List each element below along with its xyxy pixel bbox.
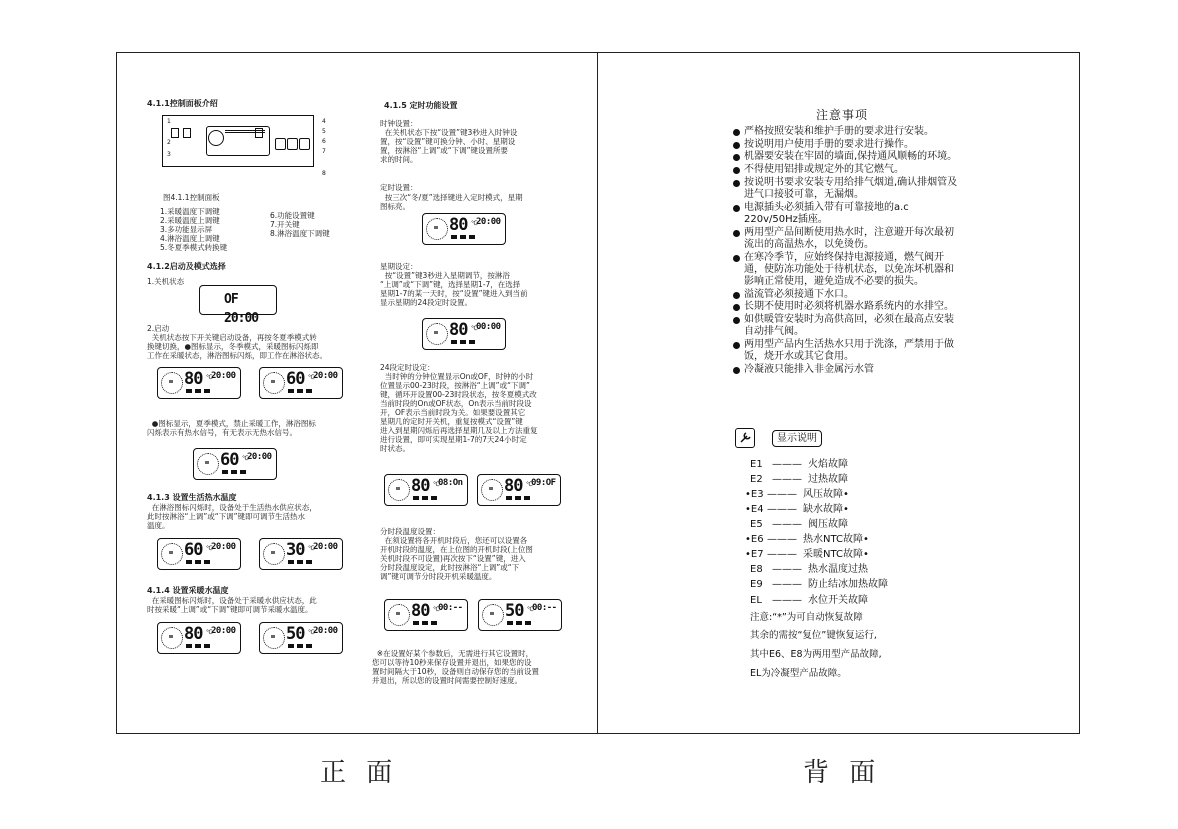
dial-icon bbox=[482, 604, 504, 626]
wrench-icon bbox=[735, 428, 755, 448]
lcd-time: 20:00 bbox=[211, 626, 236, 636]
summer-text: ●图标显示，夏季模式，禁止采暖工作，淋浴图标 闪烁表示有热水信号，有无表示无热水信号。 bbox=[147, 419, 316, 437]
lcd-segment bbox=[460, 235, 466, 239]
error-code: EL bbox=[750, 595, 762, 606]
lcd-temperature: 60 bbox=[184, 540, 203, 560]
error-dash: ——— bbox=[772, 579, 802, 590]
lcd-display bbox=[157, 622, 241, 654]
bullet-icon bbox=[733, 205, 740, 212]
bullet-icon bbox=[733, 304, 740, 311]
lcd-segment bbox=[222, 470, 228, 474]
error-row bbox=[750, 563, 868, 576]
notice-item bbox=[733, 314, 958, 338]
section-4-1-5-title: 4.1.5 定时功能设置 bbox=[384, 101, 458, 110]
lcd-display bbox=[422, 318, 506, 350]
lcd-time: 08:On bbox=[438, 478, 463, 488]
lcd-display bbox=[157, 367, 241, 399]
notice-text: 冷凝液只能排入非金属污水管 bbox=[744, 363, 874, 375]
footer-note: 注意:“*”为可自动恢复故障 bbox=[750, 612, 863, 623]
error-code: •E6 bbox=[745, 534, 764, 545]
error-dash: ——— bbox=[767, 549, 797, 560]
notice-text: 在寒冷季节，应始终保持电源接通，燃气阀开通，使防冻功能处于待机状态，以免冻坏机器和影响正常使用，避免造成不必要的损失。 bbox=[744, 251, 954, 287]
notice-item bbox=[733, 339, 958, 363]
notice-item bbox=[733, 364, 958, 376]
lcd-temperature: 80 bbox=[184, 369, 203, 389]
notice-text: 按说明用户使用手册的要求进行操作。 bbox=[744, 138, 914, 150]
lcd-temperature: 80 bbox=[449, 320, 468, 340]
dial-icon bbox=[208, 130, 224, 146]
lcd-temperature: 80 bbox=[504, 476, 523, 496]
error-row bbox=[750, 594, 868, 607]
celsius-icon: ℃ bbox=[526, 481, 533, 488]
lcd-segment bbox=[507, 621, 513, 625]
notice-text: 按说明书要求安装专用给排气烟道,确认排烟管及进气口接驳可靠，无漏烟。 bbox=[744, 176, 958, 201]
bullet-icon bbox=[733, 367, 740, 374]
lcd-time: 20:00 bbox=[211, 542, 236, 552]
celsius-icon: ℃ bbox=[308, 545, 315, 552]
notice-text: 长期不使用时必须将机器水路系统内的水排空。 bbox=[744, 301, 954, 313]
celsius-icon: ℃ bbox=[206, 374, 213, 381]
lcd-segment bbox=[469, 235, 475, 239]
lcd-segment bbox=[186, 389, 192, 393]
notice-item bbox=[733, 301, 958, 313]
lcd-segment bbox=[186, 560, 192, 564]
bullet-icon bbox=[733, 142, 740, 149]
lcd-display bbox=[259, 367, 343, 399]
temp-title: 分时段温度设置： bbox=[380, 527, 440, 536]
celsius-icon: ℃ bbox=[308, 629, 315, 636]
error-code: E9 bbox=[750, 579, 763, 590]
error-desc: 火焰故障 bbox=[808, 459, 848, 470]
dial-icon bbox=[161, 627, 183, 649]
bullet-icon bbox=[733, 129, 740, 136]
lcd-segment bbox=[231, 470, 237, 474]
lcd-display bbox=[259, 538, 343, 570]
celsius-icon: ℃ bbox=[308, 374, 315, 381]
lcd-time: 09:OF bbox=[531, 478, 556, 488]
error-code: •E4 bbox=[745, 504, 764, 515]
notice-text: 电源插头必须插入带有可靠接地的a.c 220v/50Hz插座。 bbox=[744, 201, 909, 225]
lcd-time: 20:00 bbox=[313, 542, 338, 552]
display-description-label: 显示说明 bbox=[772, 430, 822, 447]
lcd-segment bbox=[195, 644, 201, 648]
lcd-segment bbox=[431, 621, 437, 625]
dial-icon bbox=[426, 323, 448, 345]
lcd-display bbox=[384, 599, 468, 631]
startup-text: 关机状态按下开关键启动设备，再按冬夏季模式转 换键切换，●图标显示，冬季模式，采暖图标闪烁即 工作在采暖状态，淋浴图标闪烁，即工作在淋浴状态。 bbox=[147, 333, 327, 360]
panel-button-icon bbox=[287, 138, 298, 150]
panel-key-icon bbox=[255, 128, 263, 138]
panel-key-icon bbox=[171, 128, 179, 138]
error-row bbox=[750, 518, 848, 531]
section-4-1-1-title: 4.1.1控制面板介绍 bbox=[147, 99, 218, 108]
lcd-display bbox=[157, 538, 241, 570]
dial-icon bbox=[263, 627, 285, 649]
lcd-temperature: 30 bbox=[286, 540, 305, 560]
save-note: ※在设置好某个参数后，无需进行其它设置时， 您可以等待10秒来保存设置并退出，如果您的设 置时间隔大于10秒，设备则自动保存您的当前设置 并退出，所以您的设置时间需要控制好速度。 bbox=[372, 649, 540, 685]
notice-item bbox=[733, 164, 958, 176]
page-divider bbox=[597, 52, 598, 734]
bullet-icon bbox=[733, 230, 740, 237]
lcd-segment bbox=[240, 470, 246, 474]
lcd-text: OF 20:00 bbox=[224, 292, 259, 326]
panel-number: 2 bbox=[167, 139, 171, 146]
lcd-off-display bbox=[199, 285, 277, 326]
celsius-icon: ℃ bbox=[471, 220, 478, 227]
dial-icon bbox=[161, 543, 183, 565]
panel-number: 7 bbox=[322, 148, 326, 155]
notice-item bbox=[733, 202, 958, 226]
footer-note: EL为冷凝型产品故障。 bbox=[750, 668, 847, 679]
celsius-icon: ℃ bbox=[242, 455, 249, 462]
dial-icon bbox=[197, 453, 219, 475]
lcd-time: 20:00 bbox=[476, 217, 501, 227]
panel-number: 5 bbox=[322, 128, 326, 135]
notice-text: 两用型产品间断使用热水时，注意避开每次最初流出的高温热水，以免烫伤。 bbox=[744, 226, 954, 250]
error-dash: ——— bbox=[767, 504, 797, 515]
notice-item bbox=[733, 252, 958, 289]
clock-text: 在关机状态下按“设置”键3秒进入时钟设 置，按“设置”键可换分钟、小时、星期设 置，按淋浴“上调”或“下调”键设置所要 求的时间。 bbox=[380, 128, 518, 164]
lcd-segment bbox=[422, 621, 428, 625]
lcd-segment bbox=[204, 560, 210, 564]
lcd-segment bbox=[306, 389, 312, 393]
notice-item bbox=[733, 289, 958, 301]
error-dash: ——— bbox=[772, 519, 802, 530]
panel-key-icon bbox=[183, 128, 191, 138]
lcd-segment bbox=[451, 235, 457, 239]
panel-button-icon bbox=[299, 138, 310, 150]
lcd-segment bbox=[451, 340, 457, 344]
notices-list bbox=[733, 126, 958, 377]
bullet-icon bbox=[733, 167, 740, 174]
notice-item bbox=[733, 151, 958, 163]
dial-icon bbox=[161, 372, 183, 394]
panel-number: 8 bbox=[322, 170, 326, 177]
dial-icon bbox=[481, 479, 503, 501]
lcd-temperature: 80 bbox=[184, 624, 203, 644]
error-row bbox=[745, 488, 849, 501]
lcd-segment bbox=[516, 621, 522, 625]
notice-text: 溢流管必须接通下水口。 bbox=[744, 288, 854, 300]
error-dash: ——— bbox=[767, 534, 797, 545]
celsius-icon: ℃ bbox=[206, 629, 213, 636]
notice-text: 如供暖管安装时为高供高回，必须在最高点安装自动排气阀。 bbox=[744, 314, 954, 338]
error-dash: ——— bbox=[772, 564, 802, 575]
error-row bbox=[750, 473, 848, 486]
lcd-temperature: 80 bbox=[411, 601, 430, 621]
section-4-1-4-title: 4.1.4 设置采暖水温度 bbox=[147, 586, 229, 595]
lcd-time: 20:00 bbox=[247, 452, 272, 462]
off-state-label: 1.关机状态 bbox=[147, 277, 185, 286]
dial-icon bbox=[388, 479, 410, 501]
week-title: 星期设定： bbox=[380, 262, 418, 271]
lcd-segment bbox=[306, 644, 312, 648]
lcd-display bbox=[384, 474, 468, 506]
lcd-segment bbox=[525, 621, 531, 625]
error-desc: 水位开关故障 bbox=[808, 595, 868, 606]
error-row bbox=[745, 548, 869, 561]
bullet-icon bbox=[733, 292, 740, 299]
notice-item bbox=[733, 139, 958, 151]
bullet-icon bbox=[733, 154, 740, 161]
lcd-temperature: 60 bbox=[220, 450, 239, 470]
notice-item bbox=[733, 126, 958, 138]
celsius-icon: ℃ bbox=[206, 545, 213, 552]
legend-right: 6.功能设置键 7.开关键 8.淋浴温度下调键 bbox=[270, 211, 330, 238]
dial-icon bbox=[263, 372, 285, 394]
lcd-segment bbox=[422, 496, 428, 500]
lcd-time: 20:00 bbox=[313, 626, 338, 636]
lcd-segment bbox=[288, 389, 294, 393]
error-code: E2 bbox=[750, 474, 763, 485]
lcd-display bbox=[477, 474, 561, 506]
lcd-segment bbox=[297, 389, 303, 393]
notice-item bbox=[733, 177, 958, 201]
clock-title: 时钟设置： bbox=[380, 119, 418, 128]
notice-text: 机器要安装在牢固的墙面,保持通风顺畅的环境。 bbox=[744, 151, 958, 163]
back-caption: 背 面 bbox=[803, 758, 882, 788]
panel-number: 6 bbox=[322, 138, 326, 145]
lcd-segment bbox=[186, 644, 192, 648]
timer-title: 定时设置： bbox=[380, 183, 418, 192]
error-row bbox=[745, 533, 869, 546]
week-text: 按“设置”键3秒进入星期调节，按淋浴 “上调”或“下调”键，选择星期1-7，在选择 星期1-7的某一天时，按“设置”键进入到当前 显示星期的24段定时设置。 bbox=[380, 271, 528, 307]
error-dash: ——— bbox=[767, 489, 797, 500]
lcd-segment bbox=[297, 560, 303, 564]
error-desc: 防止结冰加热故障 bbox=[808, 579, 888, 590]
lcd-display bbox=[259, 622, 343, 654]
celsius-icon: ℃ bbox=[433, 481, 440, 488]
lcd-segment bbox=[524, 496, 530, 500]
lcd-display bbox=[422, 213, 506, 245]
bullet-icon bbox=[733, 180, 740, 187]
celsius-icon: ℃ bbox=[471, 325, 478, 332]
lcd-time: 00:-- bbox=[532, 603, 557, 613]
notice-text: 严格按照安装和维护手册的要求进行安装。 bbox=[744, 126, 934, 137]
bullet-icon bbox=[733, 255, 740, 262]
bullet-icon bbox=[733, 342, 740, 349]
lcd-segment bbox=[413, 496, 419, 500]
control-panel-diagram bbox=[162, 115, 314, 167]
error-desc: 阀压故障 bbox=[808, 519, 848, 530]
lcd-segment bbox=[460, 340, 466, 344]
lcd-segment bbox=[288, 560, 294, 564]
notices-title: 注意事项 bbox=[816, 108, 869, 122]
lcd-temperature: 60 bbox=[286, 369, 305, 389]
error-code: •E3 bbox=[745, 489, 764, 500]
lcd-segment bbox=[288, 644, 294, 648]
temp-text: 在须设置将各开机时段后，您还可以设置各 开机时段的温度，在上位图的开机时段(上位图 关机时段不可设置)再次按下“设置”键，进入 分时段温度设定，此时按淋浴“上调”或“下 调”键可调节分时段开机采暖温度。 bbox=[380, 536, 533, 581]
segment-title: 24段定时设定： bbox=[380, 363, 435, 372]
timer-text: 按三次“冬/夏”选择键进入定时模式，星期 图标亮。 bbox=[380, 193, 523, 211]
error-desc: 热水温度过热 bbox=[808, 564, 868, 575]
error-row bbox=[750, 578, 888, 591]
footer-note: 其余的需按“复位”键恢复运行, bbox=[750, 630, 877, 641]
legend-left: 1.采暖温度下调键 2.采暖温度上调键 3.多功能显示屏 4.淋浴温度上调键 5.冬夏季模式转换键 bbox=[160, 207, 228, 252]
lcd-time: 20:00 bbox=[313, 371, 338, 381]
lcd-segment bbox=[515, 496, 521, 500]
lcd-segment bbox=[413, 621, 419, 625]
lcd-display bbox=[193, 448, 277, 480]
startup-title: 2.启动 bbox=[147, 324, 170, 333]
error-code: E8 bbox=[750, 564, 763, 575]
section-4-1-2-title: 4.1.2启动及模式选择 bbox=[147, 262, 226, 271]
dial-icon bbox=[426, 218, 448, 240]
error-code: •E7 bbox=[745, 549, 764, 560]
lcd-time: 00:00 bbox=[476, 322, 501, 332]
lcd-segment bbox=[195, 560, 201, 564]
lcd-segment bbox=[431, 496, 437, 500]
error-dash: ——— bbox=[772, 459, 802, 470]
lcd-segment bbox=[204, 389, 210, 393]
lcd-segment bbox=[195, 389, 201, 393]
lcd-segment bbox=[469, 340, 475, 344]
error-desc: 缺水故障• bbox=[803, 504, 849, 515]
error-row bbox=[745, 503, 849, 516]
section-4-1-4-text: 在采暖图标闪烁时，设备处于采暖水供应状态，此 时按采暖“上调”或“下调”键即可调节采暖水温度。 bbox=[147, 596, 317, 614]
lcd-display bbox=[478, 599, 562, 631]
error-row bbox=[750, 458, 848, 471]
error-desc: 采暖NTC故障• bbox=[803, 549, 869, 560]
lcd-temperature: 80 bbox=[411, 476, 430, 496]
bullet-icon bbox=[733, 317, 740, 324]
error-desc: 风压故障• bbox=[803, 489, 849, 500]
notice-item bbox=[733, 227, 958, 251]
error-dash: ——— bbox=[772, 595, 802, 606]
error-desc: 热水NTC故障• bbox=[803, 534, 869, 545]
lcd-time: 20:00 bbox=[211, 371, 236, 381]
notice-text: 不得使用铝排或规定外的其它燃气。 bbox=[744, 164, 904, 176]
error-code: E5 bbox=[750, 519, 763, 530]
celsius-icon: ℃ bbox=[433, 606, 440, 613]
panel-number: 3 bbox=[167, 151, 171, 158]
lcd-temperature: 50 bbox=[286, 624, 305, 644]
footer-note: 其中E6、E8为两用型产品故障, bbox=[750, 649, 882, 660]
lcd-time: 00:-- bbox=[438, 603, 463, 613]
error-dash: ——— bbox=[772, 474, 802, 485]
figure-caption: 图4.1.1控制面板 bbox=[163, 193, 220, 202]
lcd-temperature: 80 bbox=[449, 215, 468, 235]
panel-button-icon bbox=[275, 138, 286, 150]
error-code: E1 bbox=[750, 459, 763, 470]
lcd-segment bbox=[306, 560, 312, 564]
error-desc: 过热故障 bbox=[808, 474, 848, 485]
notice-text: 两用型产品内生活热水只用于洗涤，严禁用于做饭，烧开水或其它食用。 bbox=[744, 338, 954, 363]
panel-number: 4 bbox=[322, 118, 326, 125]
dial-icon bbox=[263, 543, 285, 565]
section-4-1-3-title: 4.1.3 设置生活热水温度 bbox=[147, 493, 237, 502]
segment-text: 当时钟的分钟位置显示On或OF，时钟的小时 位置显示00-23时段，按淋浴“上调”或“下调” 键，循环开设置00-23时段状态，按冬夏模式改 当前时段的On或OF状态，On表示当前时段设 开，OF表示当前时段为关。如果要设置其它 星期几的定时开关机，重复按模式“设置”键 进入到星期闪烁后再选择星期几及以上方法重复 进行设置，即可实现星期1-7的7天24小时定 时状态。 bbox=[380, 372, 538, 453]
panel-number: 1 bbox=[167, 118, 171, 125]
dial-icon bbox=[388, 604, 410, 626]
lcd-temperature: 50 bbox=[505, 601, 524, 621]
front-caption: 正 面 bbox=[320, 758, 399, 788]
lcd-segment bbox=[204, 644, 210, 648]
section-4-1-3-text: 在淋浴图标闪烁时，设备处于生活热水供应状态， 此时按淋浴“上调”或“下调”键即可调节生活热水 温度。 bbox=[147, 503, 317, 530]
lcd-segment bbox=[506, 496, 512, 500]
lcd-segment bbox=[297, 644, 303, 648]
celsius-icon: ℃ bbox=[527, 606, 534, 613]
